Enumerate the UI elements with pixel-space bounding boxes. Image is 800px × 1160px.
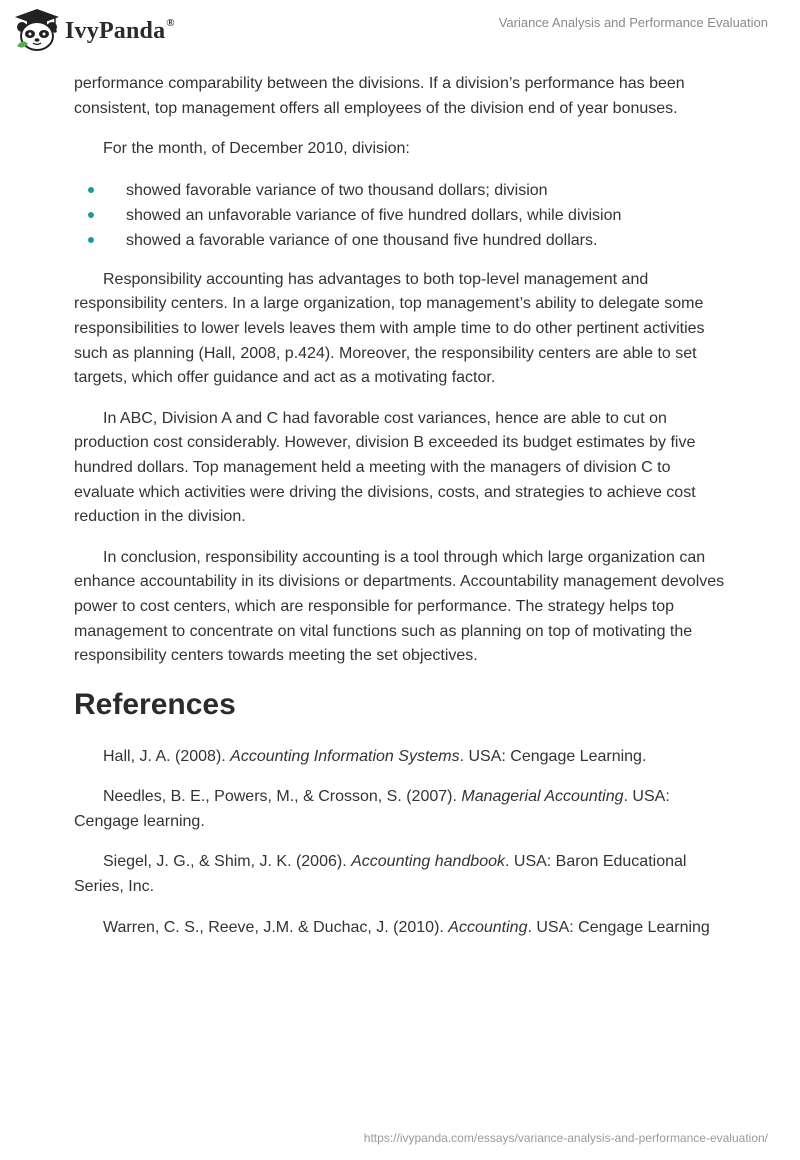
paragraph-month: For the month, of December 2010, division: bbox=[103, 140, 410, 158]
document-title: Variance Analysis and Performance Evaluation bbox=[498, 15, 768, 30]
paragraph-advantages: Responsibility accounting has advantages to both top-level management and responsibility centers. In a large organization, top management’s ability to delegate some responsibilities to lower levels leaves them with ample time to do other pertinent activities such as planning (Hall, 2008, p.424). Moreover, the responsibility centers are able to set targets, which offer guidance and act as a motivating factor. bbox=[74, 270, 705, 387]
source-url-link[interactable]: https://ivypanda.com/essays/variance-analysis-and-performance-evaluation/ bbox=[363, 1131, 768, 1145]
panda-mascot-icon bbox=[14, 8, 60, 52]
paragraph-abc: In ABC, Division A and C had favorable cost variances, hence are able to cut on production cost considerably. However, division B exceeded its budget estimates by five hundred dollars. Top management held a meeting with the managers of division C to evaluate which activities were driving the divisions, costs, and strategies to achieve cost reduction in the division. bbox=[74, 409, 696, 526]
page-header bbox=[0, 0, 800, 70]
list-item: showed favorable variance of two thousand dollars; division bbox=[74, 178, 728, 203]
bullet-icon bbox=[88, 187, 94, 193]
bullet-icon bbox=[88, 212, 94, 218]
reference-item: Needles, B. E., Powers, M., & Crosson, S. (2007). Managerial Accounting. USA: Cengage learning. bbox=[74, 788, 670, 830]
paragraph-intro: performance comparability between the divisions. If a division’s performance has been consistent, top management offers all employees of the division end of year bonuses. bbox=[74, 75, 685, 117]
brand-logo[interactable] bbox=[14, 8, 175, 52]
bullet-icon bbox=[88, 237, 94, 243]
list-item: showed an unfavorable variance of five hundred dollars, while division bbox=[74, 203, 728, 228]
list-item: showed a favorable variance of one thousand five hundred dollars. bbox=[74, 228, 728, 253]
essay-content bbox=[74, 72, 728, 956]
variance-list bbox=[74, 178, 728, 253]
reference-item: Hall, J. A. (2008). Accounting Information Systems. USA: Cengage Learning. bbox=[103, 747, 647, 765]
references-heading: References bbox=[74, 687, 236, 721]
paragraph-conclusion: In conclusion, responsibility accounting is a tool through which large organization can enhance accountability in its divisions or departments. Accountability management devolves power to cost centers, which are responsible for performance. The strategy helps top management to concentrate on vital functions such as planning on top of motivating the responsibility centers towards meeting the set objectives. bbox=[74, 548, 725, 665]
reference-item: Siegel, J. G., & Shim, J. K. (2006). Accounting handbook. USA: Baron Educational Series, Inc. bbox=[74, 853, 687, 896]
brand-name: IvyPanda® bbox=[65, 17, 175, 44]
reference-item: Warren, C. S., Reeve, J.M. & Duchac, J. (2010). Accounting. USA: Cengage Learning bbox=[103, 918, 710, 936]
